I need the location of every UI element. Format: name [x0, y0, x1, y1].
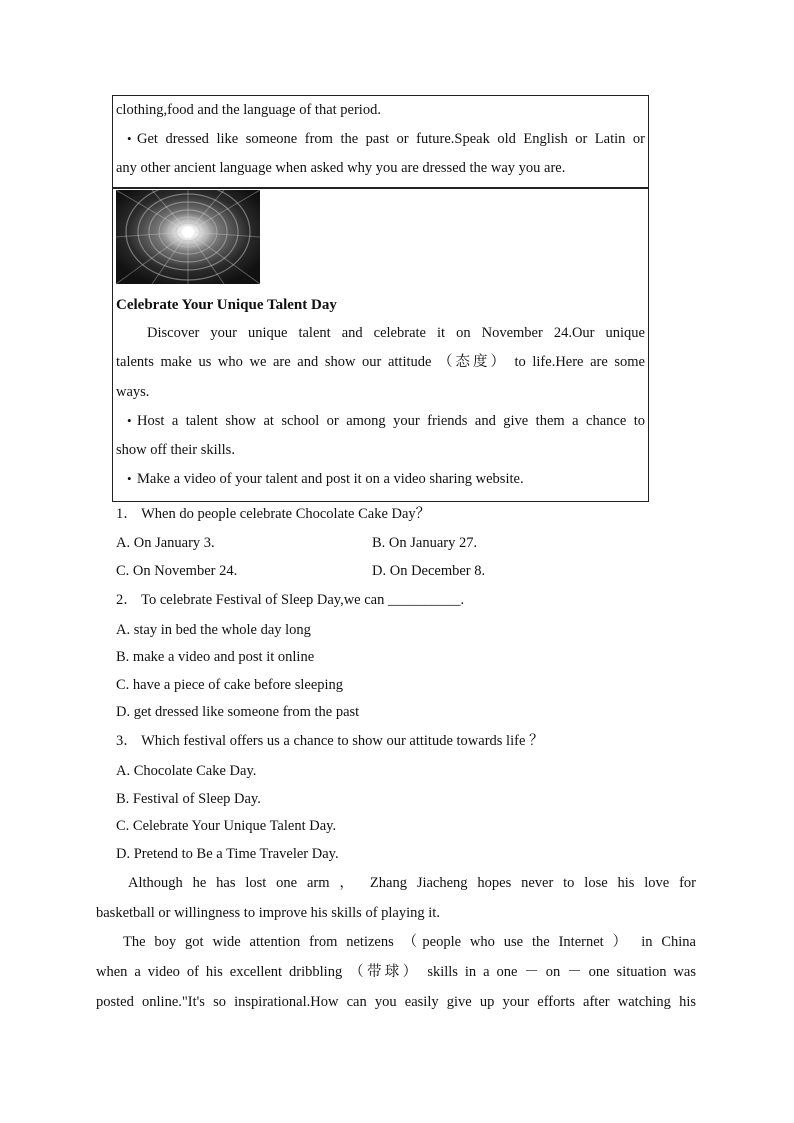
q2-option-d[interactable]: D. get dressed like someone from the past — [116, 704, 360, 720]
box1-bullet1-line2: any other ancient language when asked why you are dressed the way you are. — [116, 160, 566, 176]
q3-option-d[interactable]: D. Pretend to Be a Time Traveler Day. — [116, 846, 339, 862]
bullet-icon — [127, 130, 133, 136]
q2-option-a[interactable]: A. stay in bed the whole day long — [116, 622, 311, 638]
q2-stem: 2． To celebrate Festival of Sleep Day,we can __________. — [116, 592, 465, 608]
box2-para-line2: talents make us who we are and show our attitude （态度） to life.Here are some — [116, 354, 645, 370]
tunnel-graphic — [116, 190, 260, 284]
q1-stem: 1． When do people celebrate Chocolate Cake Day？ — [116, 506, 431, 522]
q2-option-b[interactable]: B. make a video and post it online — [116, 649, 315, 665]
box1-line1: clothing,food and the language of that period. — [116, 102, 381, 118]
box2-bullet1-line2: show off their skills. — [116, 442, 235, 458]
passage-p2-line3: posted online."It's so inspirational.How can you easily give up your efforts after watching his — [96, 994, 696, 1010]
section-title: Celebrate Your Unique Talent Day — [116, 297, 337, 313]
bullet-icon — [127, 412, 133, 418]
passage-p1-line1: Although he has lost one arm ， Zhang Jiacheng hopes never to lose his love for — [128, 875, 696, 891]
bullet-icon — [127, 470, 133, 476]
q3-stem: 3． Which festival offers us a chance to show our attitude towards life ？ — [116, 733, 544, 749]
q3-option-a[interactable]: A. Chocolate Cake Day. — [116, 763, 257, 779]
passage-p2-line2: when a video of his excellent dribbling （带球） skills in a one － on － one situation was — [96, 964, 696, 980]
passage-p1-line2: basketball or willingness to improve his skills of playing it. — [96, 905, 440, 921]
q2-option-c[interactable]: C. have a piece of cake before sleeping — [116, 677, 344, 693]
passage-p2-line1: The boy got wide attention from netizens （people who use the Internet ） in China — [123, 934, 696, 950]
q1-option-d[interactable]: D. On December 8. — [372, 563, 486, 579]
box2-bullet1-line1: •Host a talent show at school or among your friends and give them a chance to — [127, 412, 645, 430]
box1-bullet1-line1: •Get dressed like someone from the past or future.Speak old English or Latin or — [127, 130, 645, 148]
tunnel-image — [116, 190, 260, 284]
q1-option-c[interactable]: C. On November 24. — [116, 563, 238, 579]
answer-blank[interactable]: __________. — [387, 592, 465, 608]
box2-para-line3: ways. — [116, 384, 150, 400]
q1-option-a[interactable]: A. On January 3. — [116, 535, 215, 551]
box2-bullet2: •Make a video of your talent and post it on a video sharing website. — [127, 470, 524, 488]
festival-box-talent — [112, 187, 649, 502]
q1-option-b[interactable]: B. On January 27. — [372, 535, 478, 551]
q3-option-b[interactable]: B. Festival of Sleep Day. — [116, 791, 261, 807]
festival-box-top — [112, 95, 649, 189]
box2-para-line1: Discover your unique talent and celebrate it on November 24.Our unique — [147, 325, 645, 341]
q3-option-c[interactable]: C. Celebrate Your Unique Talent Day. — [116, 818, 337, 834]
